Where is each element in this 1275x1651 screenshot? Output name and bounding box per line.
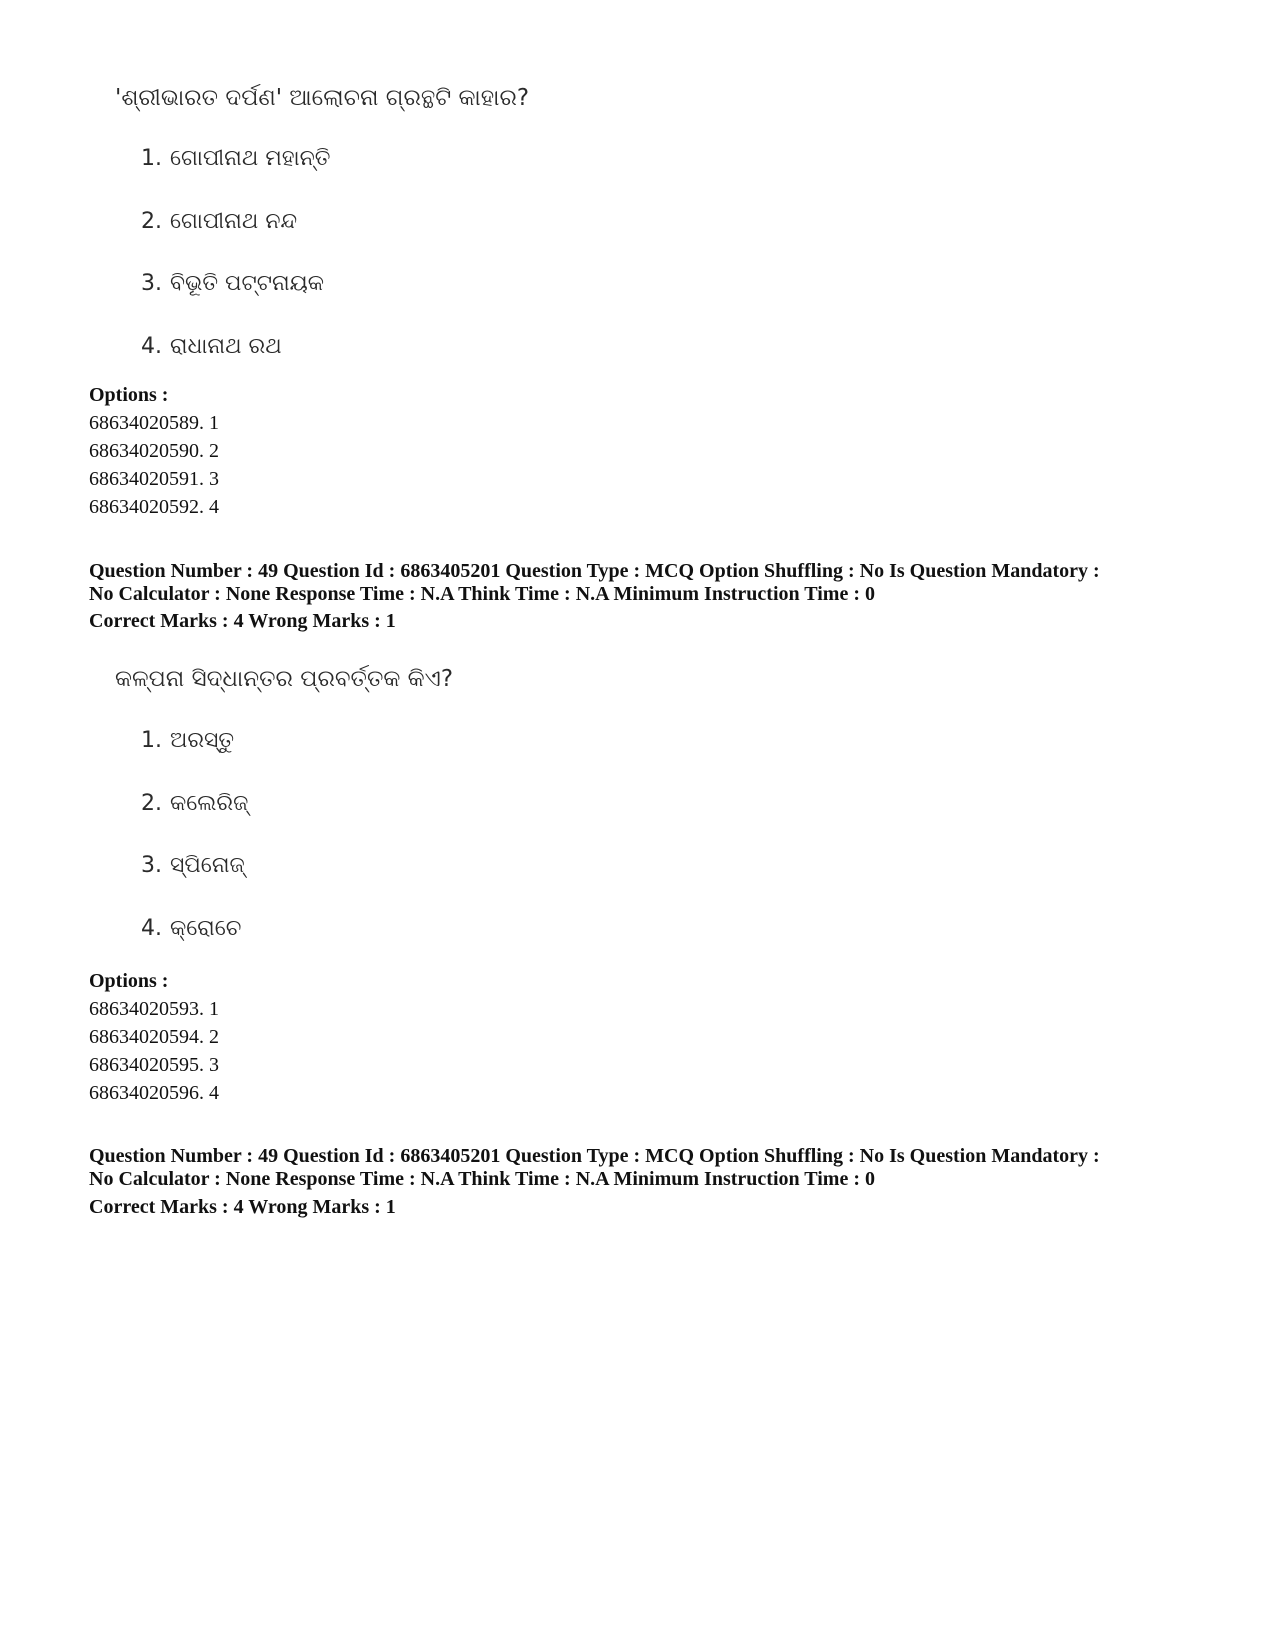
question-text: କଳ୍ପନା ସିଦ୍ଧାନ୍ତର ପ୍ରବର୍ତ୍ତକ କିଏ?: [115, 666, 454, 692]
option-line: 68634020595. 3: [89, 1054, 219, 1076]
choice-3: [141, 853, 245, 878]
choice-text: ସ୍ପିନୋଜ୍: [170, 853, 245, 878]
choice-number: 3.: [141, 271, 162, 296]
choice-1: [141, 728, 234, 753]
question-meta-line: Question Number : 49 Question Id : 6863405201 Question Type : MCQ Option Shuffling : No Is Question Mandatory :: [89, 1145, 1100, 1167]
choice-number: 4.: [141, 334, 162, 359]
choice-text: ବିଭୂତି ପଟ୍ଟନାୟକ: [170, 271, 325, 296]
choice-number: 2.: [141, 209, 162, 234]
choice-text: ରାଧାନାଥ ରଥ: [170, 334, 282, 359]
choice-3: [141, 271, 324, 296]
choice-number: 2.: [141, 791, 162, 816]
option-line: 68634020591. 3: [89, 468, 219, 490]
options-label: Options :: [89, 384, 169, 406]
choice-number: 4.: [141, 916, 162, 941]
option-line: 68634020593. 1: [89, 998, 219, 1020]
choice-1: [141, 146, 330, 171]
choice-text: କ୍ରୋଚେ: [170, 916, 242, 941]
option-line: 68634020592. 4: [89, 496, 219, 518]
marks-line: Correct Marks : 4 Wrong Marks : 1: [89, 610, 396, 632]
options-label: Options :: [89, 970, 169, 992]
choice-2: [141, 209, 297, 234]
question-text: 'ଶ୍ରୀଭାରତ ଦର୍ପଣ' ଆଲୋଚନା ଗ୍ରନ୍ଥଟି କାହାର?: [115, 85, 530, 111]
choice-4: [141, 916, 241, 941]
choice-2: [141, 791, 248, 816]
choice-text: ଅରସ୍ତୁ: [170, 728, 235, 753]
question-meta-line: No Calculator : None Response Time : N.A Think Time : N.A Minimum Instruction Time : 0: [89, 583, 875, 605]
question-meta-line: No Calculator : None Response Time : N.A Think Time : N.A Minimum Instruction Time : 0: [89, 1168, 875, 1190]
choice-number: 3.: [141, 853, 162, 878]
choice-number: 1.: [141, 728, 162, 753]
question-meta-line: Question Number : 49 Question Id : 6863405201 Question Type : MCQ Option Shuffling : No Is Question Mandatory :: [89, 560, 1100, 582]
option-line: 68634020590. 2: [89, 440, 219, 462]
choice-text: କଲେରିଜ୍: [170, 791, 249, 816]
choice-4: [141, 334, 282, 359]
choice-text: ଗୋପୀନାଥ ନନ୍ଦ: [170, 209, 298, 234]
choice-number: 1.: [141, 146, 162, 171]
marks-line: Correct Marks : 4 Wrong Marks : 1: [89, 1196, 396, 1218]
option-line: 68634020589. 1: [89, 412, 219, 434]
option-line: 68634020596. 4: [89, 1082, 219, 1104]
choice-text: ଗୋପୀନାଥ ମହାନ୍ତି: [170, 146, 331, 171]
option-line: 68634020594. 2: [89, 1026, 219, 1048]
